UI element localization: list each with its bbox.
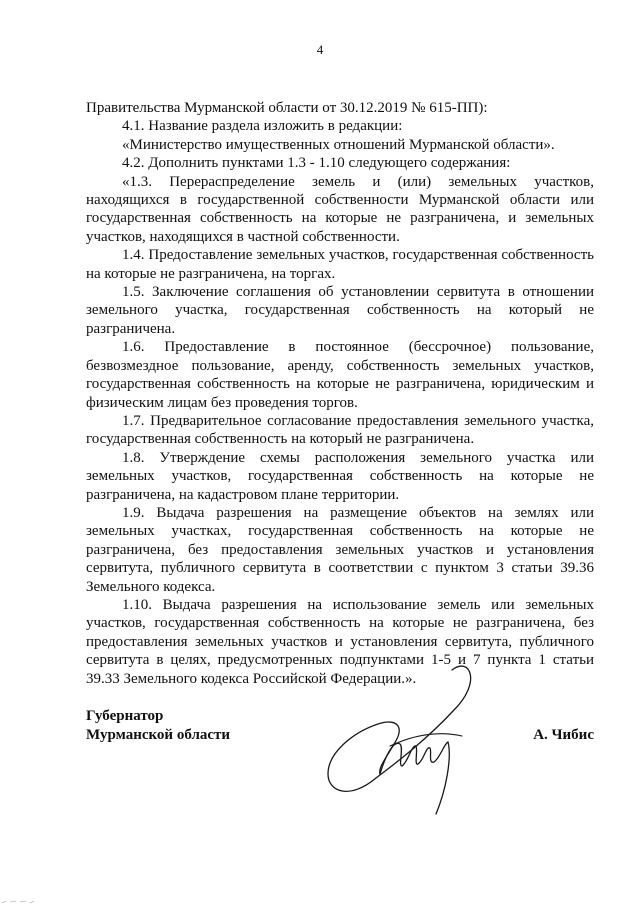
paragraph: «1.3. Перераспределение земель и (или) земельных участков, находящихся в государственной собственности Мурманской области или государственная собственность на которые не разграничена, и земельных участков, находящихся в частной собственности.: [86, 173, 594, 245]
signatory-title-line1: Губернатор: [86, 708, 164, 724]
paragraph: 1.5. Заключение соглашения об установлении сервитута в отношении земельного участка, государственная собственность на который не разграничена.: [86, 284, 594, 337]
paragraph: 4.1. Название раздела изложить в редакции:: [122, 118, 403, 135]
signature-block: [86, 707, 594, 827]
signatory-title: [86, 707, 230, 745]
paragraph: 1.8. Утверждение схемы расположения земельного участка или земельных участков, государственная собственность на которые не разграничена, на кадастровом плане территории.: [86, 449, 594, 503]
paragraph: 4.2. Дополнить пунктами 1.3 - 1.10 следующего содержания:: [122, 155, 511, 172]
page-number: 4: [316, 42, 324, 57]
paragraph: 1.4. Предоставление земельных участков, государственная собственность на которые не разграничена, на торгах.: [86, 247, 594, 282]
paragraph: Правительства Мурманской области от 30.12.2019 № 615-ПП):: [86, 100, 488, 116]
scan-artifact: [0, 895, 60, 905]
signatory-name: А. Чибис: [533, 727, 594, 743]
signatory-title-line2: Мурманской области: [86, 727, 231, 743]
paragraph: 1.6. Предоставление в постоянное (бессрочное) пользование, безвозмездное пользование, аренду, собственность земельных участков, государственная собственность на которые не разграничена, юридическим и физическим лицам без проведения торгов.: [86, 339, 594, 411]
paragraph: 1.9. Выдача разрешения на размещение объектов на землях или земельных участках, государственная собственность на которые не разграничена, без предоставления земельных участков и установления сервитута, публичного сервитута в соответствии с пунктом 3 статьи 39.36 Земельного кодекса.: [86, 504, 594, 595]
document-body: [86, 99, 594, 688]
paragraph: «Министерство имущественных отношений Мурманской области».: [122, 136, 555, 153]
paragraph: 1.10. Выдача разрешения на использование земель или земельных участков, государственная собственность на которые не разграничена, без предоставления земельных участков и установления сервитута, публичного сервитута в целях, предусмотренных подпунктами 1-5 и 7 пункта 1 статьи 39.33 Земельного кодекса Российской Федерации.».: [86, 596, 594, 687]
handwritten-signature: [320, 662, 490, 822]
paragraph: 1.7. Предварительное согласование предоставления земельного участка, государственная собственность на который не разграничена.: [86, 412, 594, 448]
